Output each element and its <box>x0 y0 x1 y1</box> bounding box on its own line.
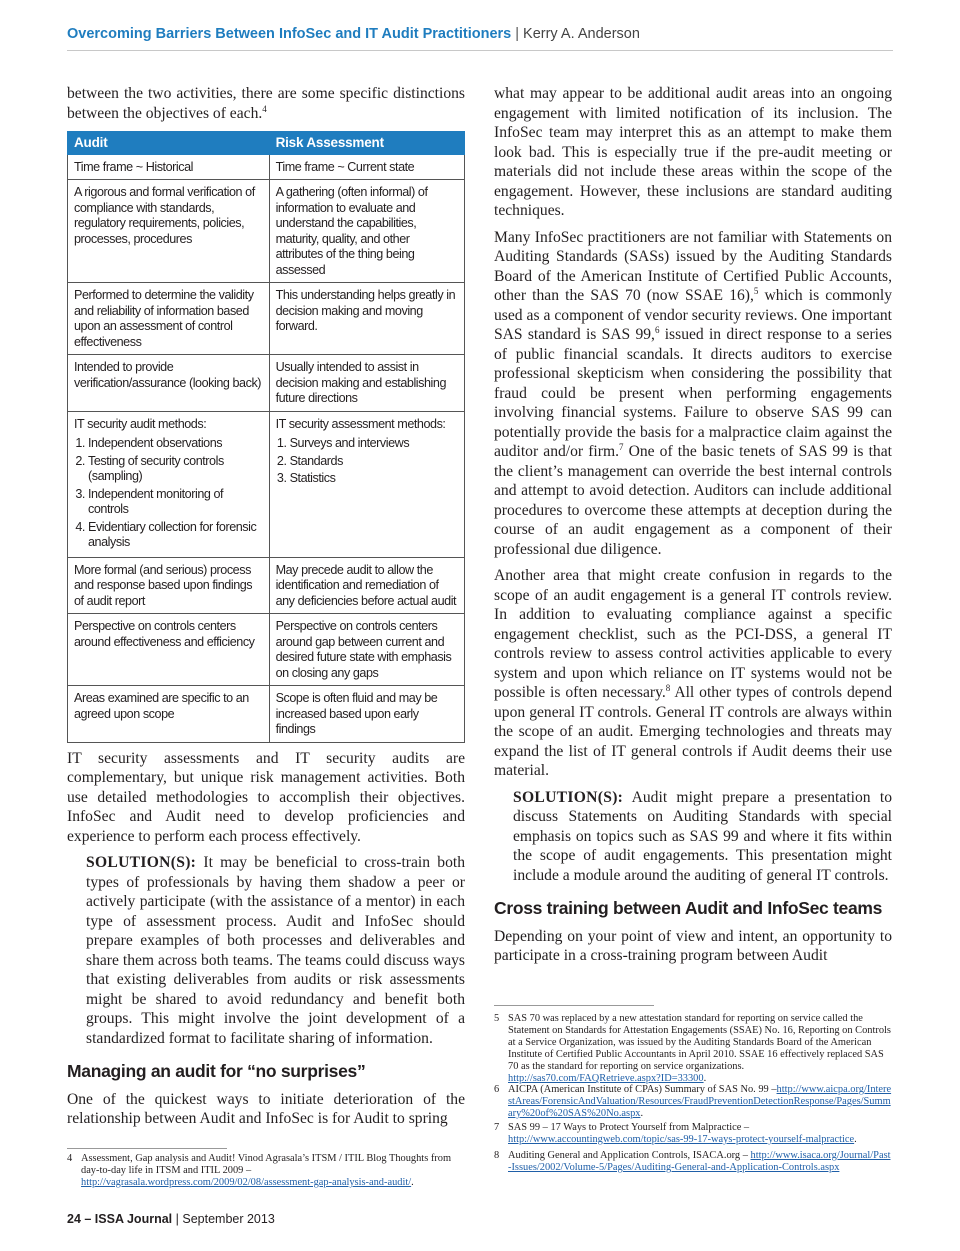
footer-separator: | <box>175 1212 179 1226</box>
list-item: 1. Independent observations <box>88 436 263 452</box>
footnote-text <box>81 1153 465 1189</box>
comparison-table <box>67 131 465 743</box>
intro-text: between the two activities, there are some specific distinctions between the objectives of each. <box>67 85 465 122</box>
solution-label: SOLUTION(S): <box>513 788 624 806</box>
issue-date: September 2013 <box>182 1212 275 1226</box>
audit-methods-title: IT security audit methods: <box>74 416 207 431</box>
footnote-5 <box>494 1013 892 1085</box>
footnote-rule-left <box>67 1148 227 1149</box>
risk-cell: May precede audit to allow the identification and remediation of any deficiencies before actual audit <box>269 557 464 614</box>
footnote-7 <box>494 1122 892 1146</box>
footnote-text <box>508 1013 892 1085</box>
audit-cell: A rigorous and formal verification of compliance with standards, regulatory requirements, policies, processes, procedures <box>68 180 270 283</box>
running-header <box>67 26 892 42</box>
article-title: Overcoming Barriers Between InfoSec and IT Audit Practitioners <box>67 26 512 42</box>
header-separator: | <box>515 26 520 42</box>
risk-cell: Scope is often fluid and may be increased based upon early findings <box>269 686 464 743</box>
section-heading: Cross training between Audit and InfoSec teams <box>494 898 883 918</box>
footnote-number: 6 <box>494 1084 500 1095</box>
footnote-body: Auditing General and Application Controls, ISACA.org – <box>508 1150 751 1161</box>
risk-cell: Time frame ~ Current state <box>269 154 464 180</box>
list-item: 4. Evidentiary collection for forensic analysis <box>88 520 263 551</box>
column-header-audit: Audit <box>68 132 270 155</box>
left-column <box>67 84 465 1136</box>
audit-cell: Time frame ~ Historical <box>68 154 270 180</box>
footnote-rule-right <box>494 1005 654 1006</box>
table-row <box>68 154 465 180</box>
footnote-ref-6[interactable]: 6 <box>654 324 660 335</box>
table-row-methods <box>68 411 465 557</box>
table-row <box>68 614 465 686</box>
right-column <box>494 84 892 973</box>
text-span: All other types of controls depend upon general IT controls. General IT controls are always within the scope of an audit. Emerging technologies and threats may expand the list of IT general controls if Audit deems their use material. <box>494 684 893 779</box>
audit-cell: Intended to provide verification/assurance (looking back) <box>68 355 270 412</box>
footnote-ref-7[interactable]: 7 <box>618 441 624 452</box>
footnote-body: AICPA (American Institute of CPAs) Summary of SAS No. 99 – <box>508 1084 777 1095</box>
audit-cell: More formal (and serious) process and response based upon findings of audit report <box>68 557 270 614</box>
list-item: 3. Independent monitoring of controls <box>88 487 263 518</box>
footnote-body: Assessment, Gap analysis and Audit! Vinod Agrasala’s ITSM / ITIL Blog Thoughts from day-to-day life in ITSM and ITIL 2009 – <box>81 1153 452 1176</box>
footnote-text <box>508 1150 892 1174</box>
footnote-text <box>508 1084 892 1120</box>
column-header-risk-assessment: Risk Assessment <box>269 132 464 155</box>
table-row <box>68 557 465 614</box>
intro-paragraph <box>67 84 465 123</box>
body-paragraph <box>494 228 892 560</box>
footnote-link[interactable]: http://www.accountingweb.com/topic/sas-99-17-ways-protect-yourself-malpractice <box>508 1134 855 1145</box>
footnote-6 <box>494 1084 892 1120</box>
footnote-number: 5 <box>494 1013 500 1024</box>
body-paragraph: IT security assessments and IT security audits are complementary, but unique risk management activities. Both use detailed methodologies to accomplish their objectives. InfoSec and Audit need to develop proficiencies and experience to perform each process effectively. <box>67 749 465 845</box>
header-rule <box>67 50 893 51</box>
table-row <box>68 686 465 743</box>
footnote-body: SAS 70 was replaced by a new attestation standard for reporting on service called the Statement on Standards for Attestation Engagements (SSAE) No. 16, Reporting on Controls at a Service Organization, was issued by the Auditing Standards Board of the American Institute of Certified Public Accountants in April 2010. SSAE 16 effectively replaced SAS 70 as the standard for reporting on service organizations. <box>508 1013 891 1072</box>
section-heading: Managing an audit for “no surprises” <box>67 1061 366 1081</box>
audit-cell: Performed to determine the validity and reliability of information based upon an assessment of control effectiveness <box>68 283 270 355</box>
page-number: 24 – ISSA Journal <box>67 1212 173 1226</box>
solution-paragraph <box>494 788 892 886</box>
table-row <box>68 180 465 283</box>
footnote-tail: . <box>640 1108 644 1119</box>
body-paragraph: One of the quickest ways to initiate deterioration of the relationship between Audit and InfoSec is for Audit to spring <box>67 1090 465 1127</box>
footnote-8 <box>494 1150 892 1174</box>
risk-methods-cell <box>269 411 464 557</box>
list-item: 2. Testing of security controls (sampling) <box>88 454 263 485</box>
text-span: Many InfoSec practitioners are not familiar with Statements on Auditing Standards (SASs) issued by the Auditing Standards Board of the American Institute of Certified Public Accounts, other than the SAS 70 (now SSAE 16), <box>494 228 892 304</box>
text-span: which is commonly used as a component of vendor security reviews. One important SAS standard is SAS 99, <box>494 287 893 343</box>
article-author: Kerry A. Anderson <box>523 26 640 42</box>
text-span: issued in direct response to a series of public financial scandals. It directs auditors to exercise professional skepticism when considering the possibility that fraud could be present when performing engagements involving financial systems. Failure to observe SAS 99 can potentially provide the basis for a malpractice claim against the auditor and/or firm. <box>494 326 892 460</box>
table-row <box>68 355 465 412</box>
text-span: One of the basic tenets of SAS 99 is that the client’s management can override the best internal controls and attempt to avoid detection. Auditors can include additional procedures to overcome these attempts at deception during the course of an audit engagement as a component of their professional due diligence. <box>494 443 892 558</box>
list-item: 3. Statistics <box>290 471 458 487</box>
footnote-ref-8[interactable]: 8 <box>665 682 671 693</box>
audit-methods-list <box>74 436 263 551</box>
page-footer <box>67 1212 275 1226</box>
solution-text: It may be beneficial to cross-train both types of professionals by having them shadow a peer or actively participate (with the assistance of a mentor) in each type of assessment process. Audit and InfoSec should prepare examples of both processes and deliverables and share them across both teams. The teams could discuss ways that existing deliverables from audits or risk assessments might be shared to avoid redundancy and benefit both groups. This might involve the joint development of a standardized format to facilitate sharing of information. <box>86 854 465 1047</box>
footnote-link[interactable]: http://sas70.com/FAQRetrieve.aspx?ID=33300 <box>508 1073 704 1084</box>
footnote-ref-4[interactable]: 4 <box>262 103 267 114</box>
body-paragraph: Depending on your point of view and intent, an opportunity to participate in a cross-training program between Audit <box>494 927 892 964</box>
footnote-tail: . <box>854 1134 857 1145</box>
risk-methods-title: IT security assessment methods: <box>275 416 446 431</box>
audit-methods-cell <box>68 411 270 557</box>
footnote-tail: . <box>411 1177 414 1188</box>
body-paragraph: what may appear to be additional audit areas into an ongoing engagement with limited notification of its inclusion. The InfoSec team may interpret this as an attempt to make them look bad. This is especially true if the pre-audit meeting or materials did not include these areas within the scope of the engagement. However, these inclusions are standard auditing techniques. <box>494 85 892 219</box>
table-row <box>68 283 465 355</box>
risk-methods-list <box>276 436 458 487</box>
risk-cell: Perspective on controls centers around gap between current and desired future state with emphasis on closing any gaps <box>269 614 464 686</box>
list-item: 1. Surveys and interviews <box>290 436 458 452</box>
audit-cell: Perspective on controls centers around effectiveness and efficiency <box>68 614 270 686</box>
footnote-ref-5[interactable]: 5 <box>753 285 759 296</box>
risk-cell: This understanding helps greatly in decision making and moving forward. <box>269 283 464 355</box>
table-header-row <box>68 132 465 155</box>
footnote-number: 8 <box>494 1150 500 1161</box>
list-item: 2. Standards <box>290 454 458 470</box>
solution-text: Audit might prepare a presentation to discuss Statements on Auditing Standards with special emphasis on topics such as SAS 99 and where it fits within the scope of audit engagements. This presentation might include a module around the auditing of general IT controls. <box>513 788 892 884</box>
body-paragraph <box>494 566 892 781</box>
footnote-4 <box>67 1153 465 1189</box>
risk-cell: A gathering (often informal) of information to evaluate and understand the capabilities, maturity, quality, and other attributes of the thing being assessed <box>269 180 464 283</box>
solution-label: SOLUTION(S): <box>86 854 197 871</box>
footnote-number: 4 <box>67 1153 73 1164</box>
audit-cell: Areas examined are specific to an agreed upon scope <box>68 686 270 743</box>
risk-cell: Usually intended to assist in decision making and establishing future directions <box>269 355 464 412</box>
footnote-text <box>508 1122 892 1146</box>
footnote-link[interactable]: http://www.aicpa.org/InterestAreas/ForensicAndValuation/Resources/FraudPreventionDetectionResponse/Pages/Summary%20of%20SAS%20No.aspx <box>508 1084 892 1119</box>
text-span: Another area that might create confusion in regards to the scope of an audit engagement is a general IT controls review. In addition to evaluating compliance against a specific engagement checklist, such as the PCI-DSS, a general IT controls review to assess control activities applicable to every system and upon which reliance on IT systems would not be possible is often necessary. <box>494 567 892 701</box>
footnote-tail: . <box>703 1073 707 1084</box>
solution-paragraph <box>67 853 465 1048</box>
footnote-body: SAS 99 – 17 Ways to Protect Yourself from Malpractice – <box>508 1122 750 1133</box>
footnote-link[interactable]: http://vagrasala.wordpress.com/2009/02/08/assessment-gap-analysis-and-audit/ <box>81 1177 412 1188</box>
footnote-link[interactable]: http://www.isaca.org/Journal/Past-Issues/2002/Volume-5/Pages/Auditing-General-and-Application-Controls.aspx <box>508 1150 891 1173</box>
footnote-number: 7 <box>494 1122 500 1133</box>
